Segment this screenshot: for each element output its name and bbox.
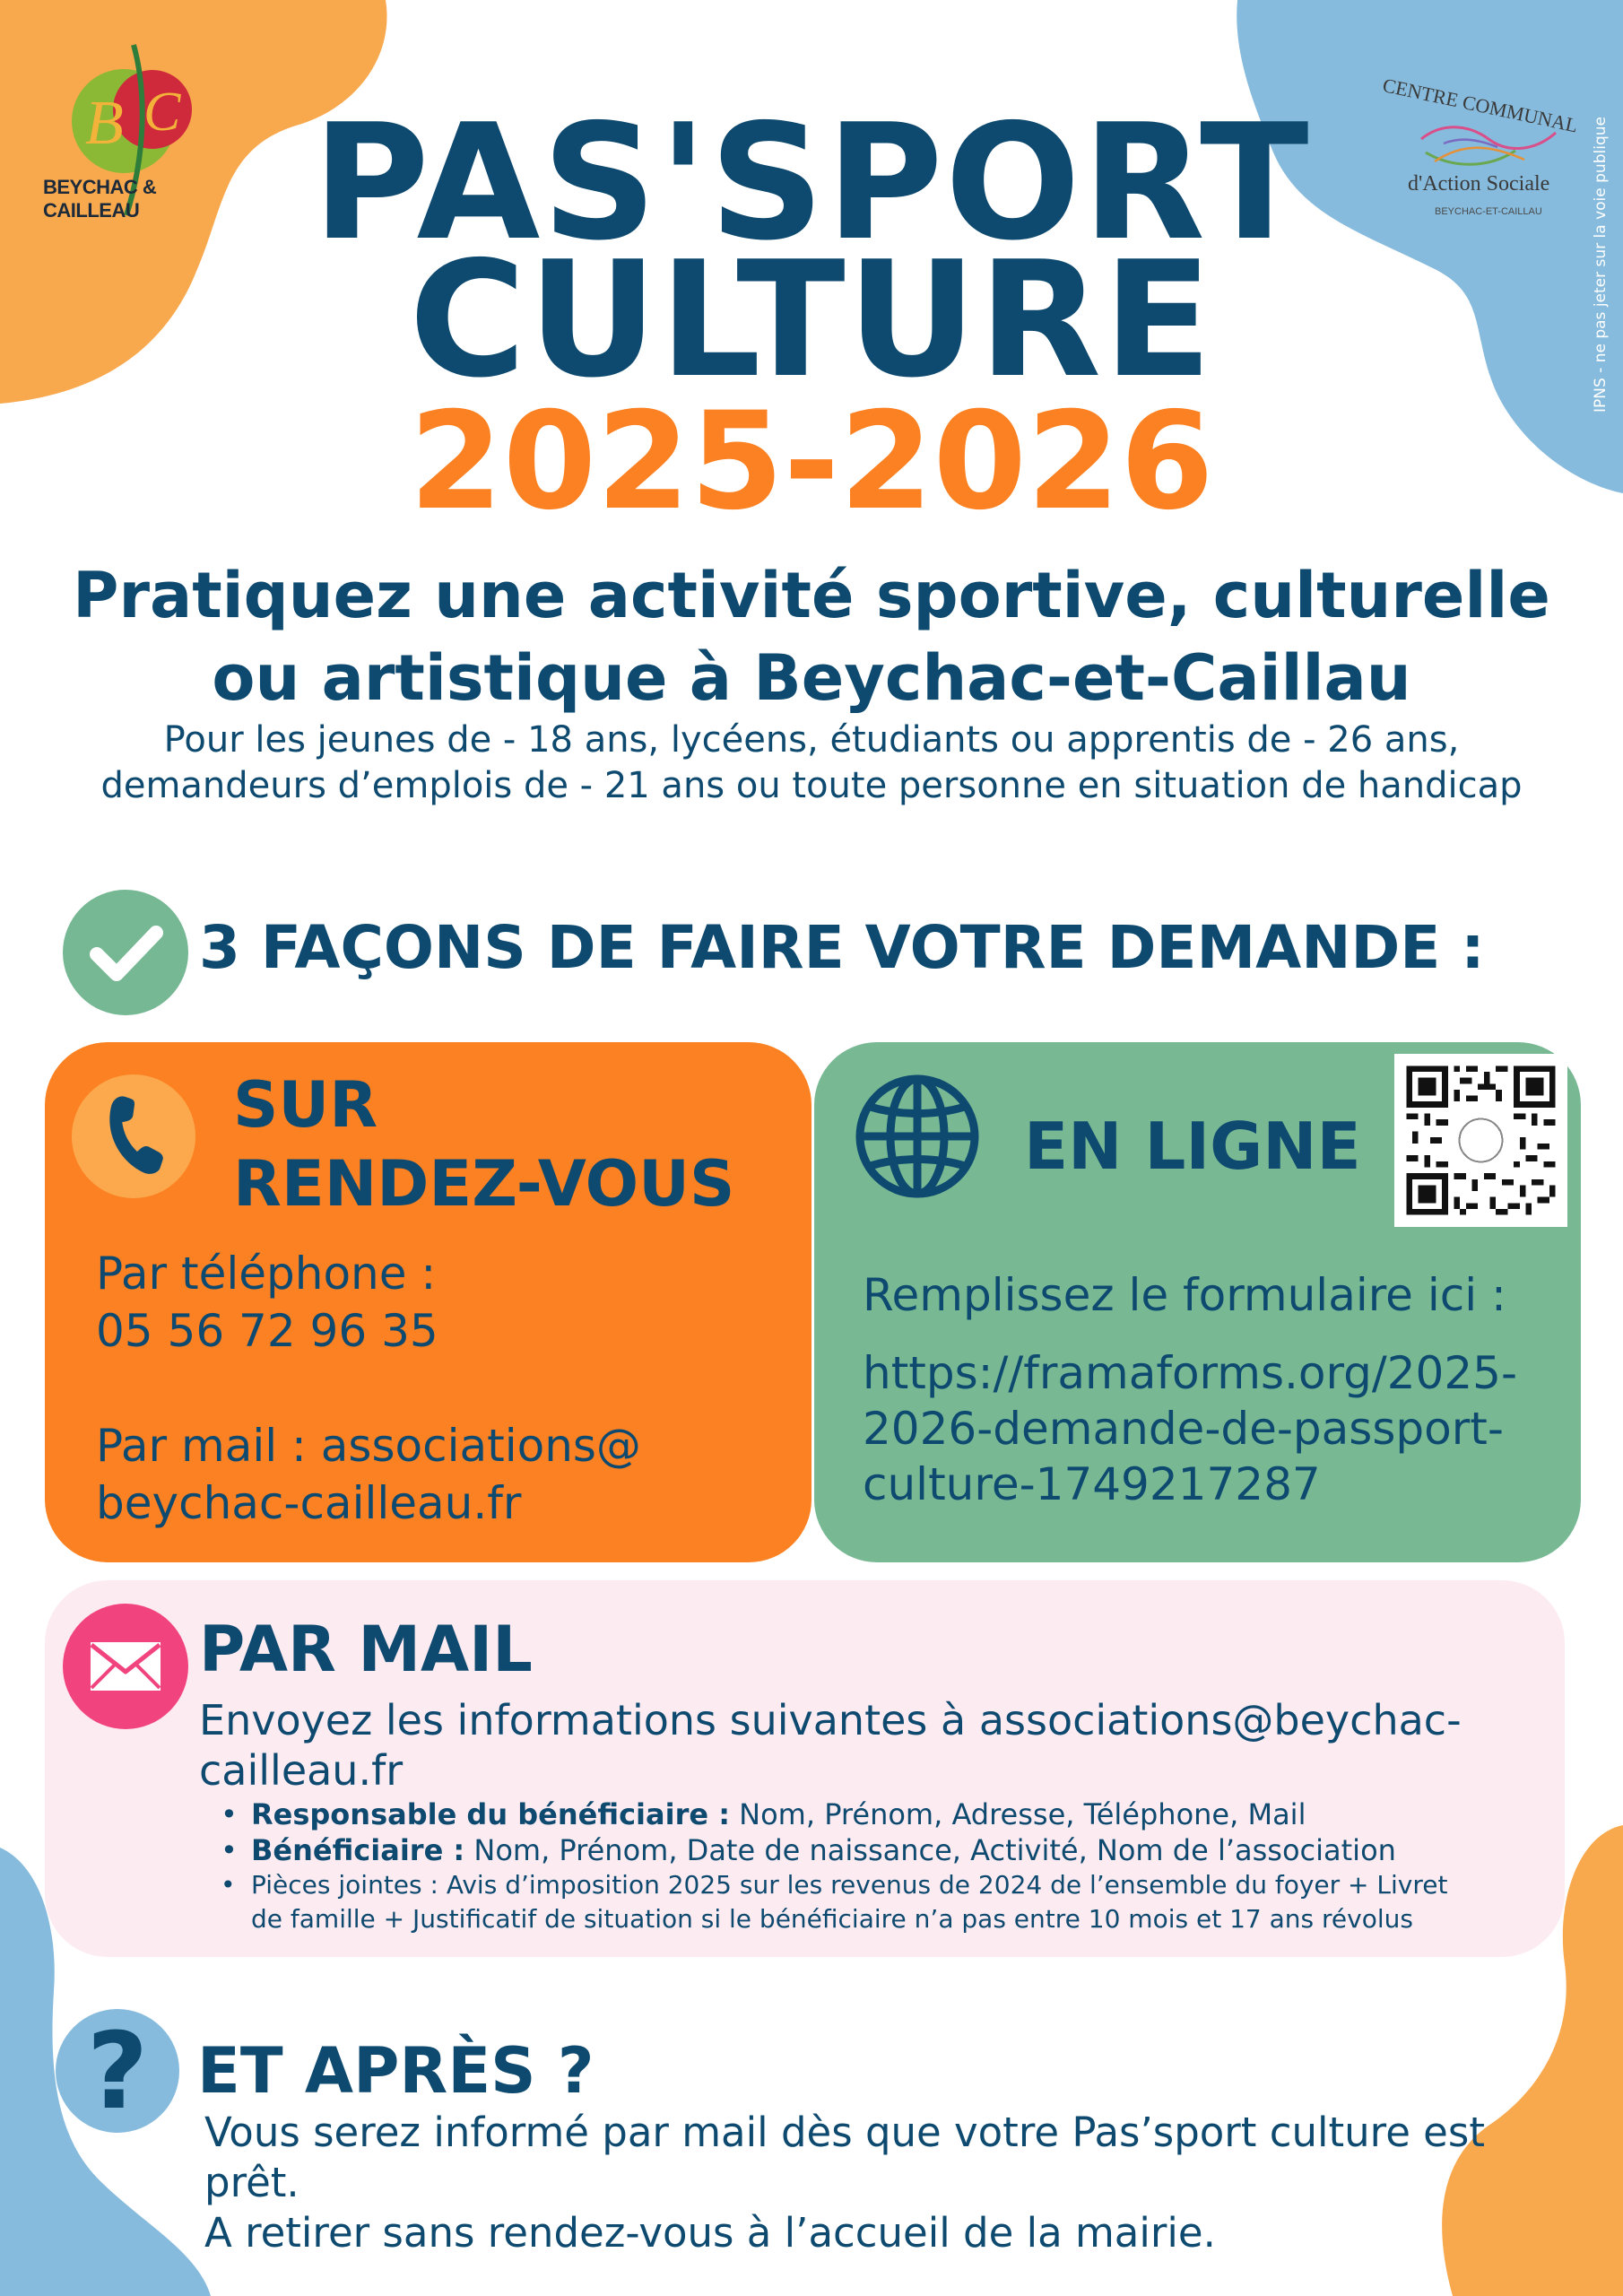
qr-code-icon[interactable]: [1394, 1054, 1567, 1227]
online-url-line2[interactable]: 2026-demande-de-passport-: [863, 1403, 1504, 1455]
svg-text:B: B: [85, 89, 124, 158]
required-info-list: [215, 1796, 1551, 1936]
list-item-label: Bénéficiaire :: [251, 1833, 465, 1867]
list-item-text: Nom, Prénom, Adresse, Téléphone, Mail: [729, 1797, 1306, 1831]
globe-icon: [850, 1069, 985, 1204]
title-line2: CULTURE: [409, 227, 1214, 413]
side-legal-note: IPNS - ne pas jeter sur la voie publique: [1592, 117, 1610, 413]
subtitle-line1: Pratiquez une activité sportive, culturelle: [73, 559, 1550, 632]
subtitle: [0, 554, 1623, 719]
after-title: ET APRÈS ?: [197, 2034, 595, 2108]
online-url-line3[interactable]: culture-1749217287: [863, 1458, 1321, 1510]
subtitle-line2: ou artistique à Beychac-et-Caillau: [212, 641, 1411, 715]
rendez-vous-title-line2: RENDEZ-VOUS: [233, 1147, 735, 1221]
rendez-vous-title: [233, 1065, 734, 1223]
eligibility-text: [0, 718, 1623, 809]
list-item: [215, 1868, 1551, 1936]
phone-number[interactable]: 05 56 72 96 35: [96, 1305, 438, 1357]
after-body: [204, 2108, 1585, 2258]
list-item-text: Nom, Prénom, Date de naissance, Activité, Nom de l’association: [464, 1833, 1396, 1867]
mail-line1[interactable]: Par mail : associations@: [96, 1420, 641, 1472]
phone-label: Par téléphone :: [96, 1248, 437, 1300]
question-icon: ?: [86, 2009, 149, 2133]
logo-right-mid-text: d'Action Sociale: [1408, 172, 1550, 196]
rendez-vous-title-line1: SUR: [233, 1068, 378, 1142]
online-url-link[interactable]: [863, 1345, 1562, 1512]
svg-text:C: C: [143, 82, 181, 143]
list-item: [215, 1796, 1551, 1832]
list-item-text-line1: • Pièces jointes : Avis d’imposition 2025 sur les revenus de 2024 de l’ensemble du foyer + Livret: [251, 1870, 1448, 1900]
after-line2: A retirer sans rendez-vous à l’accueil de la mairie.: [204, 2209, 1216, 2257]
logo-right-top-text: CENTRE COMMUNAL: [1380, 74, 1580, 137]
online-lead: Remplissez le formulaire ici :: [863, 1269, 1506, 1321]
after-line1: Vous serez informé par mail dès que votre Pas’sport culture est prêt.: [204, 2109, 1485, 2206]
online-url-line1[interactable]: https://framaforms.org/2025-: [863, 1347, 1518, 1399]
title-year: 2025-2026: [409, 384, 1214, 540]
check-icon: [63, 890, 188, 1015]
mail-line2[interactable]: beychac-cailleau.fr: [96, 1477, 522, 1529]
logo-right-bottom-text: BEYCHAC-ET-CAILLAU: [1435, 206, 1542, 217]
mail-lead: [199, 1695, 1553, 1796]
online-title: EN LIGNE: [1024, 1109, 1361, 1184]
list-item-text-line2: de famille + Justificatif de situation si le bénéficiaire n’a pas entre 10 mois et 17 ans révolus: [251, 1904, 1413, 1934]
eligibility-line2: demandeurs d’emplois de - 21 ans ou toute personne en situation de handicap: [100, 765, 1523, 806]
list-item-label: Responsable du bénéficiaire :: [251, 1797, 730, 1831]
eligibility-line1: Pour les jeunes de - 18 ans, lycéens, étudiants ou apprentis de - 26 ans,: [163, 719, 1460, 761]
list-item: [215, 1832, 1551, 1868]
mail-lead-line2: cailleau.fr: [199, 1746, 404, 1795]
mail-lead-line1: Envoyez les informations suivantes à associations@beychac-: [199, 1696, 1462, 1744]
title-line1: PAS'SPORT: [312, 90, 1311, 275]
mail-title: PAR MAIL: [199, 1613, 533, 1686]
phone-icon: [72, 1074, 195, 1198]
rendez-vous-body: [96, 1245, 641, 1532]
envelope-icon: [63, 1604, 188, 1729]
section-title: 3 FAÇONS DE FAIRE VOTRE DEMANDE :: [199, 913, 1485, 982]
logo-left-caption: BEYCHAC & CAILLEAU: [43, 176, 157, 222]
